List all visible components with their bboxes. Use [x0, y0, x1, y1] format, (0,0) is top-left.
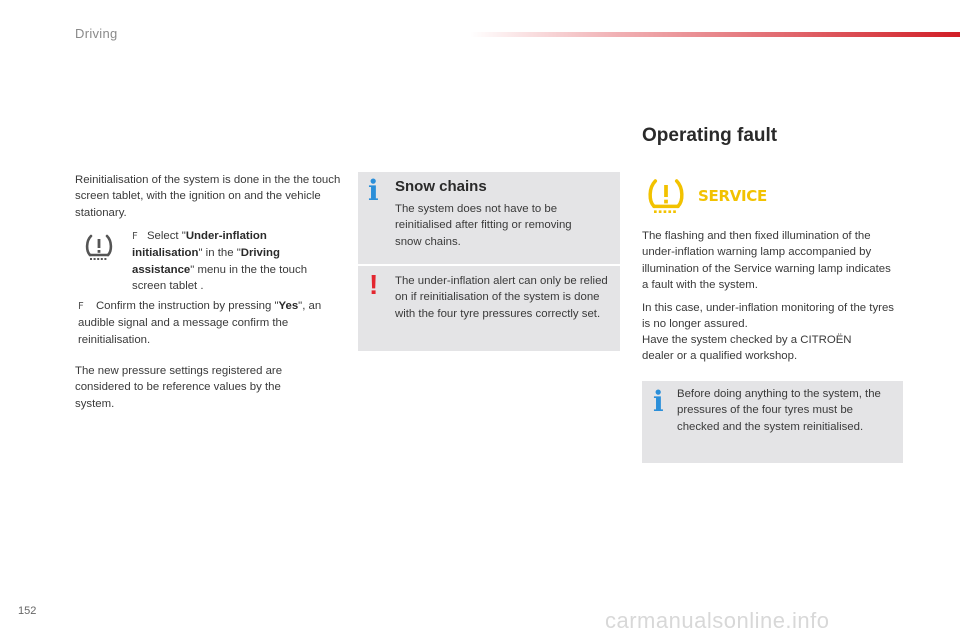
outro-paragraph: The new pressure settings registered are considered to be reference values by the system.	[75, 365, 283, 410]
fault-paragraph-2: In this case, under-inflation monitoring of the tyres is no longer assured.	[642, 302, 894, 331]
fault-note-box	[642, 381, 903, 463]
alert-box	[358, 266, 620, 351]
step-confirm-instruction: F Confirm the instruction by pressing "Yes", an audible signal and a message confirm the reinitialisation.	[78, 300, 322, 346]
snow-chains-box	[358, 172, 620, 264]
menu-item-under-inflation: Under-inflation initialisation	[132, 230, 267, 260]
bullet-marker: F	[132, 231, 138, 242]
info-icon: i	[368, 174, 379, 207]
tyre-pressure-warning-icon	[84, 233, 114, 263]
fault-paragraph-1: The flashing and then fixed illumination of the under-inflation warning lamp accompanied by illumination of the Service warning lamp indicates a fault with the system.	[642, 230, 891, 292]
step-select-initialisation: F Select "Under-inflation initialisation" in the "Driving assistance" menu in the the touch screen tablet .	[132, 230, 308, 293]
yes-label: Yes	[278, 300, 299, 312]
menu-driving-assistance: Driving assistance	[132, 247, 280, 276]
bullet-marker: F	[78, 301, 84, 312]
fault-note-text: Before doing anything to the system, the pressures of the four tyres must be checked and the system reinitialised.	[677, 388, 881, 433]
section-header: Driving	[75, 26, 118, 41]
header-accent-line	[470, 32, 960, 37]
fault-paragraph-3: Have the system checked by a CITROËN dealer or a qualified workshop.	[642, 334, 852, 363]
operating-fault-title: Operating fault	[642, 125, 778, 146]
snow-chains-text: The system does not have to be reinitialised after fitting or removing snow chains.	[395, 203, 572, 248]
exclamation-warning-icon: !	[369, 269, 379, 300]
page-number: 152	[18, 605, 37, 617]
snow-chains-title: Snow chains	[395, 178, 487, 195]
tyre-pressure-warning-icon	[645, 177, 687, 217]
info-icon: i	[653, 385, 664, 418]
service-warning-lamp: SERVICE	[698, 187, 767, 205]
alert-text: The under-inflation alert can only be relied on if reinitialisation of the system is done with the four tyre pressures correctly set.	[395, 275, 608, 320]
watermark: carmanualsonline.info	[605, 608, 830, 633]
intro-paragraph: Reinitialisation of the system is done in the the touch screen tablet, with the ignition on and the vehicle stationary.	[75, 174, 341, 219]
